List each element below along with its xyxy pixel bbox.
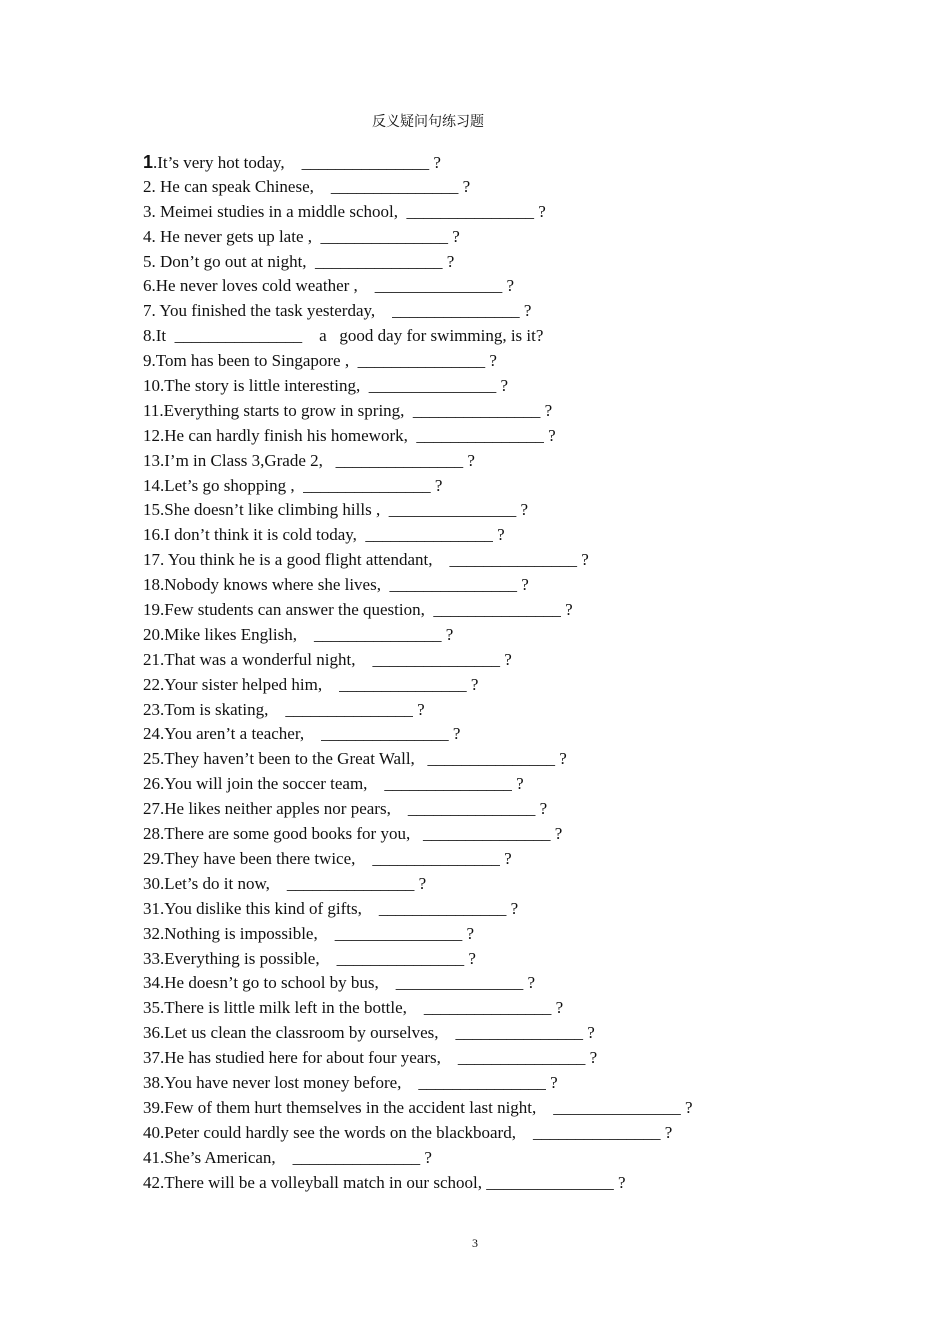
- question-item: [143, 226, 693, 251]
- page-title: 反义疑问句练习题: [372, 114, 484, 130]
- question-text: He can hardly finish his homework, _______________ ?: [164, 425, 556, 445]
- question-text: He can speak Chinese, _______________ ?: [155, 176, 471, 196]
- question-text: He likes neither apples nor pears, _______________ ?: [164, 799, 548, 819]
- question-item: [143, 898, 693, 923]
- question-text: Few students can answer the question, _______________ ?: [164, 600, 573, 620]
- question-text: Let’s do it now, _______________ ?: [164, 873, 427, 893]
- question-number: 23.: [143, 699, 165, 719]
- question-number: 35.: [143, 998, 165, 1018]
- question-item: [143, 499, 693, 524]
- question-item: [143, 1147, 693, 1172]
- question-number: 5.: [143, 251, 156, 271]
- question-text: She doesn’t like climbing hills , _______________ ?: [164, 500, 528, 520]
- question-item: [143, 848, 693, 873]
- question-item: [143, 748, 693, 773]
- question-number: 13.: [143, 450, 165, 470]
- question-text: He never loves cold weather , _______________ ?: [155, 276, 515, 296]
- question-item: [143, 723, 693, 748]
- question-number: 31.: [143, 898, 165, 918]
- question-item: [143, 400, 693, 425]
- question-item: [143, 823, 693, 848]
- question-number: 33.: [143, 948, 165, 968]
- question-text: He doesn’t go to school by bus, _______________ ?: [164, 973, 536, 993]
- question-list: [143, 151, 693, 1196]
- question-text: You think he is a good flight attendant, _______________ ?: [164, 550, 589, 570]
- question-number: 25.: [143, 749, 165, 769]
- question-number: 41.: [143, 1147, 165, 1167]
- question-number: 24.: [143, 724, 165, 744]
- question-number: 14.: [143, 475, 165, 495]
- question-number: 39.: [143, 1097, 165, 1117]
- question-text: There will be a volleyball match in our school, _______________ ?: [164, 1172, 626, 1192]
- question-text: .It’s very hot today, _______________ ?: [153, 153, 441, 172]
- question-item: [143, 450, 693, 475]
- question-item: [143, 798, 693, 823]
- question-item: [143, 1122, 693, 1147]
- question-text: Don’t go out at night, _______________ ?: [155, 251, 455, 271]
- question-item: [143, 425, 693, 450]
- question-item: [143, 1097, 693, 1122]
- question-item: [143, 275, 693, 300]
- question-number: 32.: [143, 923, 165, 943]
- question-number: 18.: [143, 575, 165, 595]
- question-item: [143, 649, 693, 674]
- question-item: [143, 201, 693, 226]
- question-item: [143, 997, 693, 1022]
- question-text: You finished the task yesterday, _______________ ?: [155, 301, 532, 321]
- question-text: He has studied here for about four years, _______________ ?: [164, 1048, 598, 1068]
- question-item: [143, 176, 693, 201]
- question-item: [143, 475, 693, 500]
- question-text: Meimei studies in a middle school, _______________ ?: [155, 201, 546, 221]
- question-number: 38.: [143, 1072, 165, 1092]
- question-number: 6.: [143, 276, 156, 296]
- question-number: 28.: [143, 824, 165, 844]
- question-number: 11.: [143, 400, 164, 420]
- question-text: There are some good books for you, _______________ ?: [164, 824, 563, 844]
- question-item: [143, 524, 693, 549]
- question-item: [143, 699, 693, 724]
- question-text: I’m in Class 3,Grade 2, _______________ ?: [164, 450, 475, 470]
- question-number: 17.: [143, 550, 165, 570]
- question-item: [143, 251, 693, 276]
- question-item: [143, 549, 693, 574]
- question-text: Nobody knows where she lives, _______________ ?: [164, 575, 529, 595]
- question-number: 26.: [143, 774, 165, 794]
- question-number: 34.: [143, 973, 165, 993]
- question-item: [143, 1047, 693, 1072]
- question-number: 29.: [143, 848, 165, 868]
- question-text: Let’s go shopping , _______________ ?: [164, 475, 443, 495]
- question-text: They have been there twice, _______________ ?: [164, 848, 512, 868]
- question-number: 40.: [143, 1122, 165, 1142]
- question-text: I don’t think it is cold today, _______________ ?: [164, 525, 505, 545]
- question-text: Mike likes English, _______________ ?: [164, 624, 454, 644]
- question-text: Tom is skating, _______________ ?: [164, 699, 425, 719]
- question-number: 42.: [143, 1172, 165, 1192]
- question-item: [143, 350, 693, 375]
- question-item: [143, 923, 693, 948]
- question-item: [143, 1072, 693, 1097]
- question-number: 3.: [143, 201, 156, 221]
- question-text: She’s American, _______________ ?: [164, 1147, 432, 1167]
- question-number: 19.: [143, 600, 165, 620]
- question-text: Peter could hardly see the words on the blackboard, _______________ ?: [164, 1122, 673, 1142]
- question-text: Nothing is impossible, _______________ ?: [164, 923, 475, 943]
- question-number: 37.: [143, 1048, 165, 1068]
- question-item: [143, 948, 693, 973]
- question-number: 4.: [143, 226, 156, 246]
- question-number: 2.: [143, 176, 156, 196]
- question-number: 20.: [143, 624, 165, 644]
- question-number: 21.: [143, 649, 165, 669]
- question-item: [143, 674, 693, 699]
- question-number: 7.: [143, 301, 156, 321]
- question-number: 10.: [143, 376, 165, 396]
- question-number: 16.: [143, 525, 165, 545]
- question-item: [143, 325, 693, 350]
- question-text: Let us clean the classroom by ourselves, _______________ ?: [164, 1023, 595, 1043]
- question-number: 36.: [143, 1023, 165, 1043]
- question-item: [143, 972, 693, 997]
- question-item: [143, 1022, 693, 1047]
- question-text: Everything starts to grow in spring, _______________ ?: [163, 400, 553, 420]
- question-text: Your sister helped him, _______________ ?: [164, 674, 479, 694]
- question-text: They haven’t been to the Great Wall, _______________ ?: [164, 749, 567, 769]
- question-number: 9.: [143, 351, 156, 371]
- question-text: Few of them hurt themselves in the accident last night, _______________ ?: [164, 1097, 693, 1117]
- question-text: You will join the soccer team, _______________ ?: [164, 774, 524, 794]
- question-item: [143, 151, 693, 176]
- question-text: The story is little interesting, _______________ ?: [164, 376, 508, 396]
- question-item: [143, 300, 693, 325]
- question-item: [143, 599, 693, 624]
- question-text: There is little milk left in the bottle, _______________ ?: [164, 998, 564, 1018]
- question-text: You have never lost money before, _______________ ?: [164, 1072, 558, 1092]
- question-number: 27.: [143, 799, 165, 819]
- question-item: [143, 574, 693, 599]
- question-number: 8.: [143, 326, 156, 346]
- question-item: [143, 873, 693, 898]
- question-text: You aren’t a teacher, _______________ ?: [164, 724, 461, 744]
- question-item: [143, 773, 693, 798]
- question-text: Tom has been to Singapore , _______________ ?: [155, 351, 497, 371]
- question-number: 15.: [143, 500, 165, 520]
- question-text: You dislike this kind of gifts, _______________ ?: [164, 898, 519, 918]
- question-number: 1: [143, 152, 154, 172]
- question-text: He never gets up late , _______________ ?: [155, 226, 460, 246]
- question-number: 12.: [143, 425, 165, 445]
- question-number: 30.: [143, 873, 165, 893]
- question-item: [143, 624, 693, 649]
- question-text: It _______________ a good day for swimming, is it?: [155, 326, 544, 346]
- question-text: Everything is possible, _______________ ?: [164, 948, 476, 968]
- question-number: 22.: [143, 674, 165, 694]
- page-number: 3: [472, 1236, 478, 1250]
- question-text: That was a wonderful night, _______________ ?: [164, 649, 512, 669]
- question-item: [143, 1172, 693, 1197]
- question-item: [143, 375, 693, 400]
